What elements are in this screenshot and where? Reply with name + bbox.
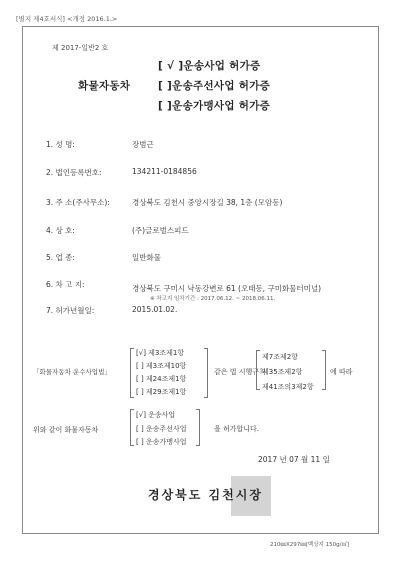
field-value-address: 경상북도 김천시 중앙시장길 38, 1층 (모암동) [132, 198, 283, 207]
rules-bracket-left [256, 350, 260, 390]
rule-1: 제7조제2항 [262, 353, 298, 361]
permit-item-2: [ ] 운송주선사업 [136, 425, 187, 433]
field-label-reg: 2. 법인등록번호: [46, 168, 102, 177]
permit-bracket-right [196, 409, 200, 446]
field-value-garage: 경상북도 구미시 낙동강변로 61 (오태동, 구미화물터미널) [132, 284, 322, 293]
permit-left: 위와 같이 화물자동차 [33, 426, 99, 434]
title-left: 화물자동차 [78, 80, 131, 92]
field-value-name: 장범근 [132, 140, 154, 149]
field-label-company: 4. 상 호: [46, 226, 75, 235]
rule-3: 제41조의3제2항 [262, 383, 314, 391]
paper-spec: 210㎜X297㎜[백상지 150g/㎡] [270, 542, 350, 548]
issuer-name: 경상북도 김천시장 [148, 488, 263, 502]
title-option-brokerage: [ ]운송주선사업 허가증 [158, 80, 271, 92]
field-label-permit-date: 7. 허가년월일: [46, 306, 95, 315]
field-value-company: (주)글로벌스피드 [132, 226, 189, 235]
law-bracket-right [204, 348, 208, 398]
law-left: 「화물자동차 운수사업법」 [33, 368, 111, 376]
document-number: 제 2017-일반2 호 [52, 44, 109, 52]
law-middle: 같은 법 시행규칙 [214, 368, 266, 376]
law-item-3: [ ] 제24조제1항 [136, 375, 187, 383]
issue-date: 2017 년 07 월 11 일 [258, 455, 330, 464]
field-value-permit-date: 2015.01.02. [132, 305, 178, 314]
permit-bracket-left [130, 409, 134, 446]
title-option-transport: [ √ ]운송사업 허가증 [158, 60, 261, 72]
field-label-industry: 5. 업 종: [46, 253, 75, 262]
law-suffix: 에 따라 [330, 368, 353, 376]
field-label-address: 3. 주 소(주사무소): [46, 198, 110, 207]
law-item-1: [√] 제3조제1항 [136, 349, 185, 357]
law-item-2: [ ] 제3조제10항 [136, 362, 187, 370]
law-item-4: [ ] 제29조제1항 [136, 388, 187, 396]
title-option-franchise: [ ]운송가맹사업 허가증 [158, 100, 271, 112]
field-label-name: 1. 성 명: [46, 140, 75, 149]
rules-bracket-right [322, 350, 326, 390]
field-value-industry: 일반화물 [132, 253, 161, 262]
field-value-reg: 134211-0184856 [132, 167, 197, 176]
rule-2: 제35조제2항 [262, 368, 303, 376]
permit-suffix: 을 허가합니다. [214, 425, 260, 433]
permit-item-1: [√] 운송사업 [136, 411, 176, 419]
garage-note: ※ 차고지 임차기간 : 2017.06.12. ~ 2018.06.11. [150, 296, 276, 302]
law-bracket-left [130, 348, 134, 398]
form-number: [별지 제4호서식] <개정 2016.1.> [16, 15, 118, 23]
field-label-garage: 6. 차 고 지: [46, 280, 85, 289]
permit-item-3: [ ] 운송가맹사업 [136, 438, 187, 446]
